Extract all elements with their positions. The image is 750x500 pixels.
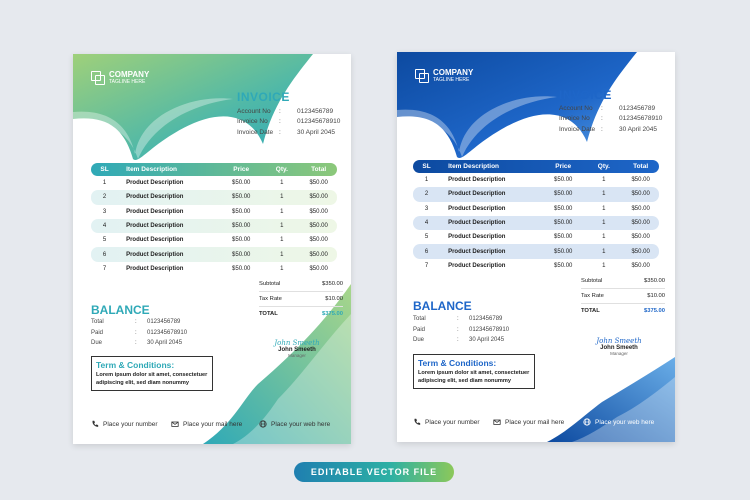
cell-total: $50.00 bbox=[631, 191, 650, 198]
invoice-title: INVOICE bbox=[559, 88, 612, 102]
meta-label: Invoice No bbox=[559, 115, 590, 123]
table-row bbox=[413, 216, 659, 230]
cell-total: $50.00 bbox=[631, 262, 650, 269]
cell-total: $50.00 bbox=[631, 234, 650, 241]
summary-value: $10.00 bbox=[325, 296, 343, 302]
balance-sep: : bbox=[135, 319, 137, 326]
footer-mail bbox=[171, 420, 242, 428]
col-header-desc: Item Description bbox=[126, 166, 178, 173]
balance-value: 012345678910 bbox=[469, 326, 510, 333]
cell-total: $50.00 bbox=[631, 205, 650, 212]
balance-label: Due bbox=[91, 340, 103, 347]
cell-sl: 7 bbox=[102, 265, 107, 272]
cell-qty: 1 bbox=[602, 191, 606, 198]
cell-description: Product Description bbox=[448, 205, 506, 212]
meta-sep: : bbox=[601, 125, 603, 133]
summary-label: Subtotal bbox=[259, 281, 281, 287]
terms-box bbox=[91, 356, 213, 391]
cell-qty: 1 bbox=[280, 265, 284, 272]
cell-sl: 3 bbox=[424, 205, 429, 212]
cell-qty: 1 bbox=[602, 262, 606, 269]
signature-script: John Smeeth bbox=[596, 337, 642, 345]
balance-label: Total bbox=[413, 316, 426, 323]
phone-icon bbox=[91, 420, 99, 428]
cell-total: $50.00 bbox=[309, 180, 328, 187]
footer-phone-text: Place your number bbox=[103, 420, 158, 428]
balance-sep: : bbox=[457, 326, 459, 333]
cell-qty: 1 bbox=[602, 205, 606, 212]
cell-qty: 1 bbox=[602, 177, 606, 184]
footer-phone bbox=[413, 418, 480, 426]
col-header-price: Price bbox=[233, 166, 250, 173]
invoice-sheet-green bbox=[73, 54, 351, 444]
company-logo bbox=[415, 68, 473, 83]
meta-value: 012345678910 bbox=[619, 115, 663, 123]
cell-price: $50.00 bbox=[232, 180, 251, 187]
summary-row bbox=[581, 289, 665, 304]
cell-description: Product Description bbox=[448, 220, 506, 227]
mail-icon bbox=[493, 418, 501, 426]
cell-price: $50.00 bbox=[232, 194, 251, 201]
company-tagline: TAGLINE HERE bbox=[109, 79, 146, 85]
footer-mail-text: Place your mail here bbox=[183, 420, 243, 428]
meta-sep: : bbox=[279, 128, 281, 136]
col-header-total: Total bbox=[633, 163, 649, 170]
cell-qty: 1 bbox=[280, 208, 284, 215]
balance-title: BALANCE bbox=[91, 303, 150, 317]
footer-web-text: Place your web here bbox=[595, 418, 655, 426]
meta-label: Account No bbox=[237, 107, 271, 115]
table-row bbox=[413, 259, 659, 273]
company-name: COMPANY bbox=[109, 70, 150, 79]
cell-price: $50.00 bbox=[232, 251, 251, 258]
cell-sl: 4 bbox=[102, 223, 107, 230]
summary-value: $375.00 bbox=[322, 311, 343, 317]
terms-body: Lorem ipsum dolor sit amet, consectetuer adipiscing elit, sed diam nonummy bbox=[418, 370, 530, 384]
cell-description: Product Description bbox=[126, 194, 184, 201]
col-header-price: Price bbox=[555, 163, 572, 170]
cell-description: Product Description bbox=[126, 208, 184, 215]
cell-description: Product Description bbox=[448, 191, 506, 198]
cell-price: $50.00 bbox=[554, 248, 573, 255]
balance-sep: : bbox=[135, 329, 137, 336]
cell-total: $50.00 bbox=[631, 248, 650, 255]
cell-sl: 5 bbox=[424, 234, 429, 241]
meta-label: Invoice Date bbox=[237, 128, 274, 136]
mail-icon bbox=[171, 420, 179, 428]
balance-value: 012345678910 bbox=[147, 329, 188, 336]
cell-total: $50.00 bbox=[631, 220, 650, 227]
table-row bbox=[91, 205, 337, 219]
footer-phone-text: Place your number bbox=[425, 418, 480, 426]
terms-body: Lorem ipsum dolor sit amet, consectetuer adipiscing elit, sed diam nonummy bbox=[96, 372, 208, 386]
cell-price: $50.00 bbox=[232, 265, 251, 272]
summary-total-row bbox=[259, 307, 343, 321]
cell-total: $50.00 bbox=[631, 177, 650, 184]
signatory-role: Manager bbox=[610, 351, 628, 356]
col-header-sl: SL bbox=[422, 163, 431, 170]
summary-label: TOTAL bbox=[581, 308, 600, 314]
table-body bbox=[413, 173, 659, 273]
terms-box bbox=[413, 354, 535, 389]
phone-icon bbox=[413, 418, 421, 426]
cell-qty: 1 bbox=[280, 223, 284, 230]
cell-sl: 1 bbox=[102, 180, 107, 187]
cell-qty: 1 bbox=[602, 220, 606, 227]
balance-details bbox=[91, 317, 187, 349]
signature bbox=[267, 339, 327, 358]
summary-label: Tax Rate bbox=[581, 293, 604, 299]
meta-label: Invoice Date bbox=[559, 125, 596, 133]
table-row bbox=[91, 219, 337, 233]
summary-value: $375.00 bbox=[644, 308, 665, 314]
signatory-role: Manager bbox=[288, 353, 306, 358]
summary bbox=[259, 277, 343, 321]
balance-label: Paid bbox=[91, 329, 104, 336]
invoice-title: INVOICE bbox=[237, 90, 290, 104]
table-header bbox=[413, 160, 659, 173]
cell-price: $50.00 bbox=[554, 220, 573, 227]
table-row bbox=[413, 244, 659, 258]
cell-total: $50.00 bbox=[309, 208, 328, 215]
cell-description: Product Description bbox=[126, 265, 184, 272]
table-row bbox=[91, 247, 337, 261]
cell-total: $50.00 bbox=[309, 237, 328, 244]
editable-vector-ribbon: EDITABLE VECTOR FILE bbox=[294, 462, 454, 482]
meta-value: 0123456789 bbox=[619, 104, 656, 112]
company-logo-icon bbox=[91, 71, 105, 85]
balance-value: 0123456789 bbox=[469, 316, 503, 323]
table-row bbox=[91, 190, 337, 204]
balance-sep: : bbox=[457, 316, 459, 323]
balance-label: Total bbox=[91, 319, 104, 326]
table-row bbox=[91, 262, 337, 276]
items-table bbox=[91, 163, 337, 276]
cell-description: Product Description bbox=[126, 223, 184, 230]
summary-value: $350.00 bbox=[322, 281, 343, 287]
cell-price: $50.00 bbox=[232, 208, 251, 215]
cell-price: $50.00 bbox=[554, 205, 573, 212]
cell-description: Product Description bbox=[448, 234, 506, 241]
balance-value: 0123456789 bbox=[147, 319, 181, 326]
company-logo bbox=[91, 70, 149, 85]
cell-qty: 1 bbox=[602, 248, 606, 255]
summary bbox=[581, 274, 665, 318]
cell-total: $50.00 bbox=[309, 265, 328, 272]
table-row bbox=[91, 176, 337, 190]
balance-value: 30 April 2045 bbox=[469, 337, 505, 344]
meta-value: 30 April 2045 bbox=[297, 128, 335, 136]
summary-row bbox=[581, 274, 665, 289]
cell-qty: 1 bbox=[280, 194, 284, 201]
cell-sl: 1 bbox=[424, 177, 429, 184]
signature bbox=[589, 337, 649, 356]
footer-web bbox=[259, 420, 330, 428]
cell-price: $50.00 bbox=[554, 262, 573, 269]
balance-sep: : bbox=[457, 337, 459, 344]
table-row bbox=[413, 187, 659, 201]
items-table bbox=[413, 160, 659, 273]
table-body bbox=[91, 176, 337, 276]
meta-sep: : bbox=[601, 104, 603, 112]
summary-value: $350.00 bbox=[644, 278, 665, 284]
company-logo-icon bbox=[415, 69, 429, 83]
summary-total-row bbox=[581, 304, 665, 318]
meta-sep: : bbox=[601, 115, 603, 123]
invoice-sheet-blue bbox=[397, 52, 675, 442]
cell-description: Product Description bbox=[448, 262, 506, 269]
summary-row bbox=[259, 292, 343, 307]
terms-title: Term & Conditions: bbox=[418, 358, 497, 368]
balance-value: 30 April 2045 bbox=[147, 340, 183, 347]
cell-description: Product Description bbox=[126, 237, 184, 244]
cell-sl: 5 bbox=[102, 237, 107, 244]
cell-sl: 7 bbox=[424, 262, 429, 269]
globe-icon bbox=[583, 418, 591, 426]
footer-mail-text: Place your mail here bbox=[505, 418, 565, 426]
col-header-total: Total bbox=[311, 166, 327, 173]
cell-description: Product Description bbox=[448, 177, 506, 184]
col-header-desc: Item Description bbox=[448, 163, 500, 170]
cell-price: $50.00 bbox=[232, 223, 251, 230]
footer-web bbox=[583, 418, 654, 426]
cell-price: $50.00 bbox=[554, 177, 573, 184]
col-header-qty: Qty. bbox=[597, 163, 610, 170]
cell-sl: 2 bbox=[424, 191, 429, 198]
cell-total: $50.00 bbox=[309, 194, 328, 201]
footer-mail bbox=[493, 418, 564, 426]
cell-qty: 1 bbox=[280, 251, 284, 258]
cell-description: Product Description bbox=[126, 180, 184, 187]
cell-description: Product Description bbox=[448, 248, 506, 255]
footer-phone bbox=[91, 420, 158, 428]
summary-label: TOTAL bbox=[259, 311, 278, 317]
cell-sl: 6 bbox=[102, 251, 107, 258]
meta-sep: : bbox=[279, 118, 281, 126]
table-row bbox=[413, 173, 659, 187]
cell-qty: 1 bbox=[280, 180, 284, 187]
cell-total: $50.00 bbox=[309, 251, 328, 258]
summary-label: Subtotal bbox=[581, 278, 603, 284]
cell-price: $50.00 bbox=[554, 234, 573, 241]
table-row bbox=[91, 233, 337, 247]
meta-label: Invoice No bbox=[237, 118, 268, 126]
cell-total: $50.00 bbox=[309, 223, 328, 230]
summary-value: $10.00 bbox=[647, 293, 665, 299]
cell-sl: 6 bbox=[424, 248, 429, 255]
balance-title: BALANCE bbox=[413, 299, 472, 313]
signature-script: John Smeeth bbox=[274, 339, 320, 347]
cell-qty: 1 bbox=[602, 234, 606, 241]
meta-sep: : bbox=[279, 107, 281, 115]
cell-price: $50.00 bbox=[232, 237, 251, 244]
meta-value: 012345678910 bbox=[297, 118, 341, 126]
company-tagline: TAGLINE HERE bbox=[433, 77, 470, 83]
meta-value: 30 April 2045 bbox=[619, 125, 657, 133]
cell-qty: 1 bbox=[280, 237, 284, 244]
company-name: COMPANY bbox=[433, 68, 474, 77]
cell-sl: 2 bbox=[102, 194, 107, 201]
meta-label: Account No bbox=[559, 104, 593, 112]
cell-price: $50.00 bbox=[554, 191, 573, 198]
cell-description: Product Description bbox=[126, 251, 184, 258]
terms-title: Term & Conditions: bbox=[96, 360, 175, 370]
col-header-qty: Qty. bbox=[275, 166, 288, 173]
cell-sl: 4 bbox=[424, 220, 429, 227]
table-header bbox=[91, 163, 337, 176]
balance-sep: : bbox=[135, 340, 137, 347]
globe-icon bbox=[259, 420, 267, 428]
table-row bbox=[413, 202, 659, 216]
table-row bbox=[413, 230, 659, 244]
footer-web-text: Place your web here bbox=[271, 420, 331, 428]
invoice-meta bbox=[559, 103, 662, 135]
balance-label: Due bbox=[413, 337, 425, 344]
signatory-name: John Smeeth bbox=[278, 347, 316, 353]
col-header-sl: SL bbox=[100, 166, 109, 173]
balance-details bbox=[413, 314, 509, 346]
cell-sl: 3 bbox=[102, 208, 107, 215]
summary-row bbox=[259, 277, 343, 292]
balance-label: Paid bbox=[413, 326, 426, 333]
meta-value: 0123456789 bbox=[297, 107, 334, 115]
invoice-meta bbox=[237, 106, 340, 138]
summary-label: Tax Rate bbox=[259, 296, 282, 302]
signatory-name: John Smeeth bbox=[600, 345, 638, 351]
